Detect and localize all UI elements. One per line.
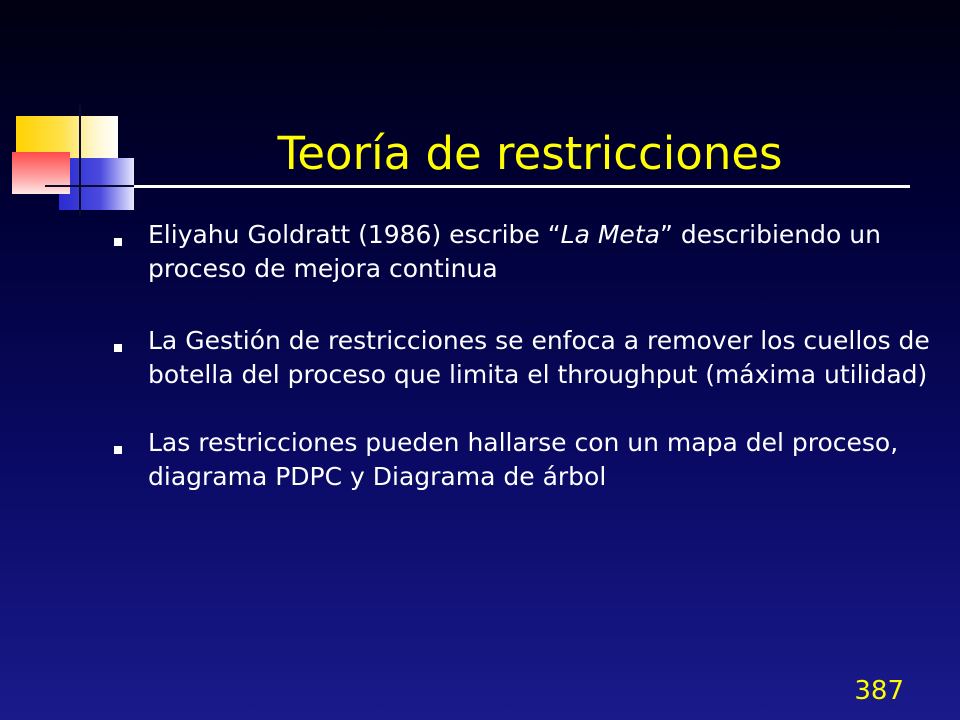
bullet-item bbox=[112, 218, 932, 286]
bullet-square-icon bbox=[114, 446, 122, 454]
bullet-item bbox=[112, 324, 932, 392]
bullet-square-icon bbox=[114, 344, 122, 352]
decorative-squares-logo bbox=[0, 0, 180, 230]
bullet-square-icon bbox=[114, 238, 122, 246]
blue-square bbox=[59, 158, 134, 210]
logo-vertical-line bbox=[79, 105, 81, 217]
bullet-text: La Gestión de restricciones se enfoca a remover los cuellos de botella del proceso que limita el throughput (máxima utilidad) bbox=[148, 326, 930, 389]
bullet-item bbox=[112, 426, 932, 494]
bullet-text: Las restricciones pueden hallarse con un mapa del proceso, diagrama PDPC y Diagrama de árbol bbox=[148, 428, 899, 491]
bullet-list bbox=[112, 218, 932, 532]
red-square bbox=[12, 152, 70, 194]
title-underline bbox=[134, 185, 910, 188]
page-number: 387 bbox=[854, 676, 904, 706]
bullet-text: Eliyahu Goldratt (1986) escribe “La Meta” describiendo un proceso de mejora continua bbox=[148, 220, 881, 283]
slide-title: Teoría de restricciones bbox=[277, 127, 783, 180]
